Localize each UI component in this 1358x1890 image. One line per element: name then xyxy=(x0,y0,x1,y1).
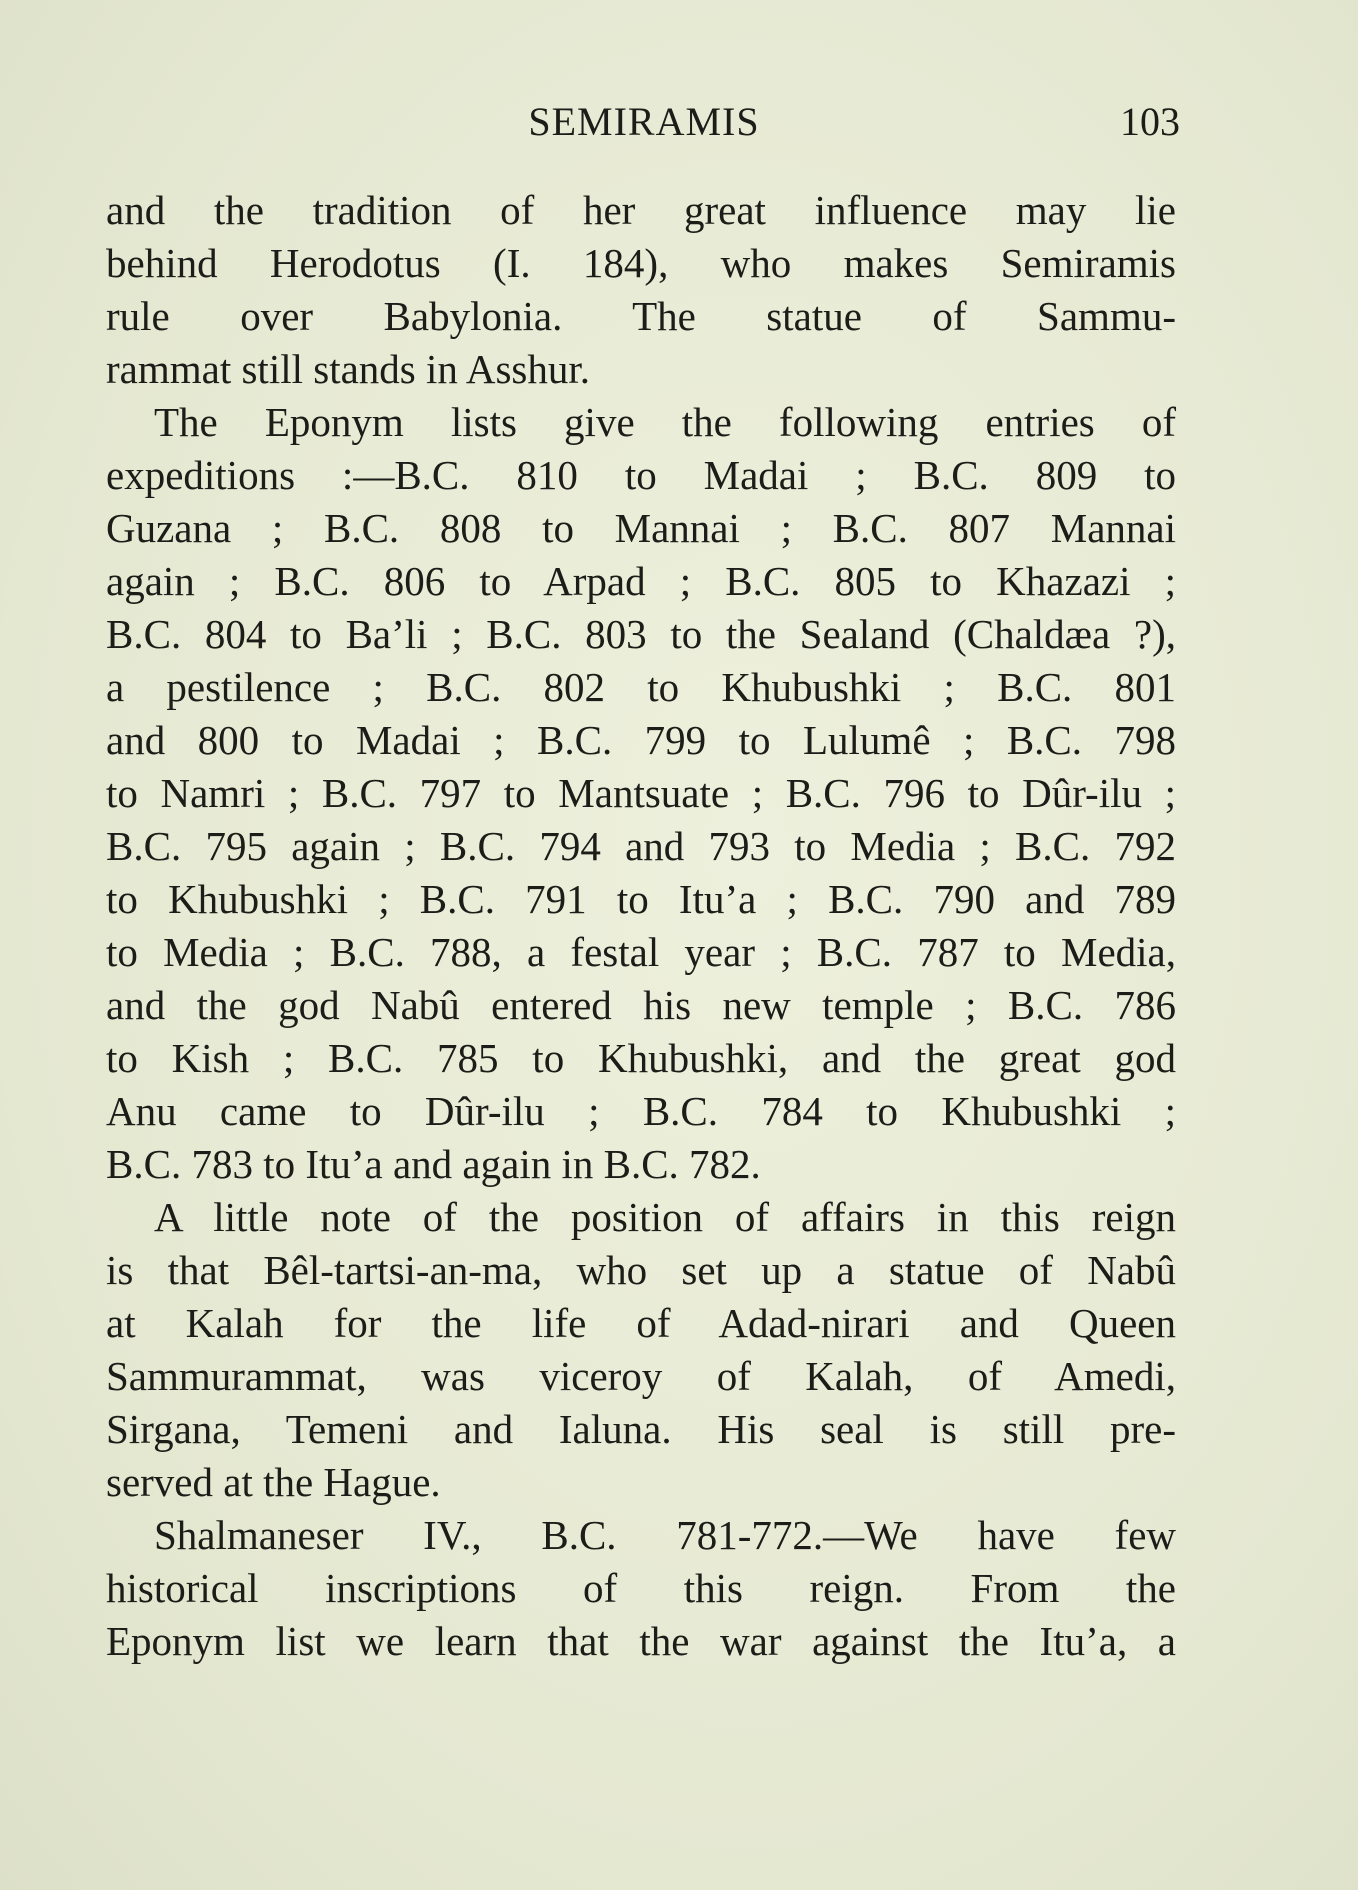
text-line: B.C. 795 again ; B.C. 794 and 793 to Media ; B.C. 792 xyxy=(106,823,1176,869)
text-line: Guzana ; B.C. 808 to Mannai ; B.C. 807 Mannai xyxy=(106,505,1176,551)
text-line: Anu came to Dûr-ilu ; B.C. 784 to Khubushki ; xyxy=(106,1088,1176,1134)
running-head xyxy=(108,98,1180,148)
text-line: behind Herodotus (I. 184), who makes Semiramis xyxy=(106,240,1176,286)
text-line: to Media ; B.C. 788, a festal year ; B.C. 787 to Media, xyxy=(106,929,1176,975)
text-line: A little note of the position of affairs in this reign xyxy=(154,1194,1176,1240)
text-line: is that Bêl-tartsi-an-ma, who set up a statue of Nabû xyxy=(106,1247,1176,1293)
text-line: to Kish ; B.C. 785 to Khubushki, and the great god xyxy=(106,1035,1176,1081)
text-line: Sammurammat, was viceroy of Kalah, of Amedi, xyxy=(106,1353,1176,1399)
text-line: rule over Babylonia. The statue of Sammu- xyxy=(106,293,1176,339)
text-line: expeditions :—B.C. 810 to Madai ; B.C. 809 to xyxy=(106,452,1176,498)
text-line: a pestilence ; B.C. 802 to Khubushki ; B.C. 801 xyxy=(106,664,1176,710)
text-line: historical inscriptions of this reign. From the xyxy=(106,1565,1176,1611)
text-line: rammat still stands in Asshur. xyxy=(106,346,591,392)
text-line: again ; B.C. 806 to Arpad ; B.C. 805 to Khazazi ; xyxy=(106,558,1176,604)
text-line: The Eponym lists give the following entries of xyxy=(154,399,1176,445)
text-line: and the tradition of her great influence may lie xyxy=(106,187,1176,233)
text-line: to Namri ; B.C. 797 to Mantsuate ; B.C. 796 to Dûr-ilu ; xyxy=(106,770,1176,816)
text-line: Shalmaneser IV., B.C. 781-772.—We have few xyxy=(154,1512,1176,1558)
text-line: served at the Hague. xyxy=(106,1459,441,1505)
text-line: Sirgana, Temeni and Ialuna. His seal is still pre- xyxy=(106,1406,1176,1452)
text-line: B.C. 783 to Itu’a and again in B.C. 782. xyxy=(106,1141,761,1187)
page-number: 103 xyxy=(1120,99,1180,144)
text-line: at Kalah for the life of Adad-nirari and Queen xyxy=(106,1300,1176,1346)
text-line: B.C. 804 to Ba’li ; B.C. 803 to the Sealand (Chaldæa ?), xyxy=(106,611,1176,657)
text-line: and 800 to Madai ; B.C. 799 to Lulumê ; B.C. 798 xyxy=(106,717,1176,763)
body-text xyxy=(106,184,1176,1668)
text-line: to Khubushki ; B.C. 791 to Itu’a ; B.C. 790 and 789 xyxy=(106,876,1176,922)
text-line: Eponym list we learn that the war against the Itu’a, a xyxy=(106,1618,1176,1664)
running-title: SEMIRAMIS xyxy=(528,99,760,144)
text-line: and the god Nabû entered his new temple ; B.C. 786 xyxy=(106,982,1176,1028)
